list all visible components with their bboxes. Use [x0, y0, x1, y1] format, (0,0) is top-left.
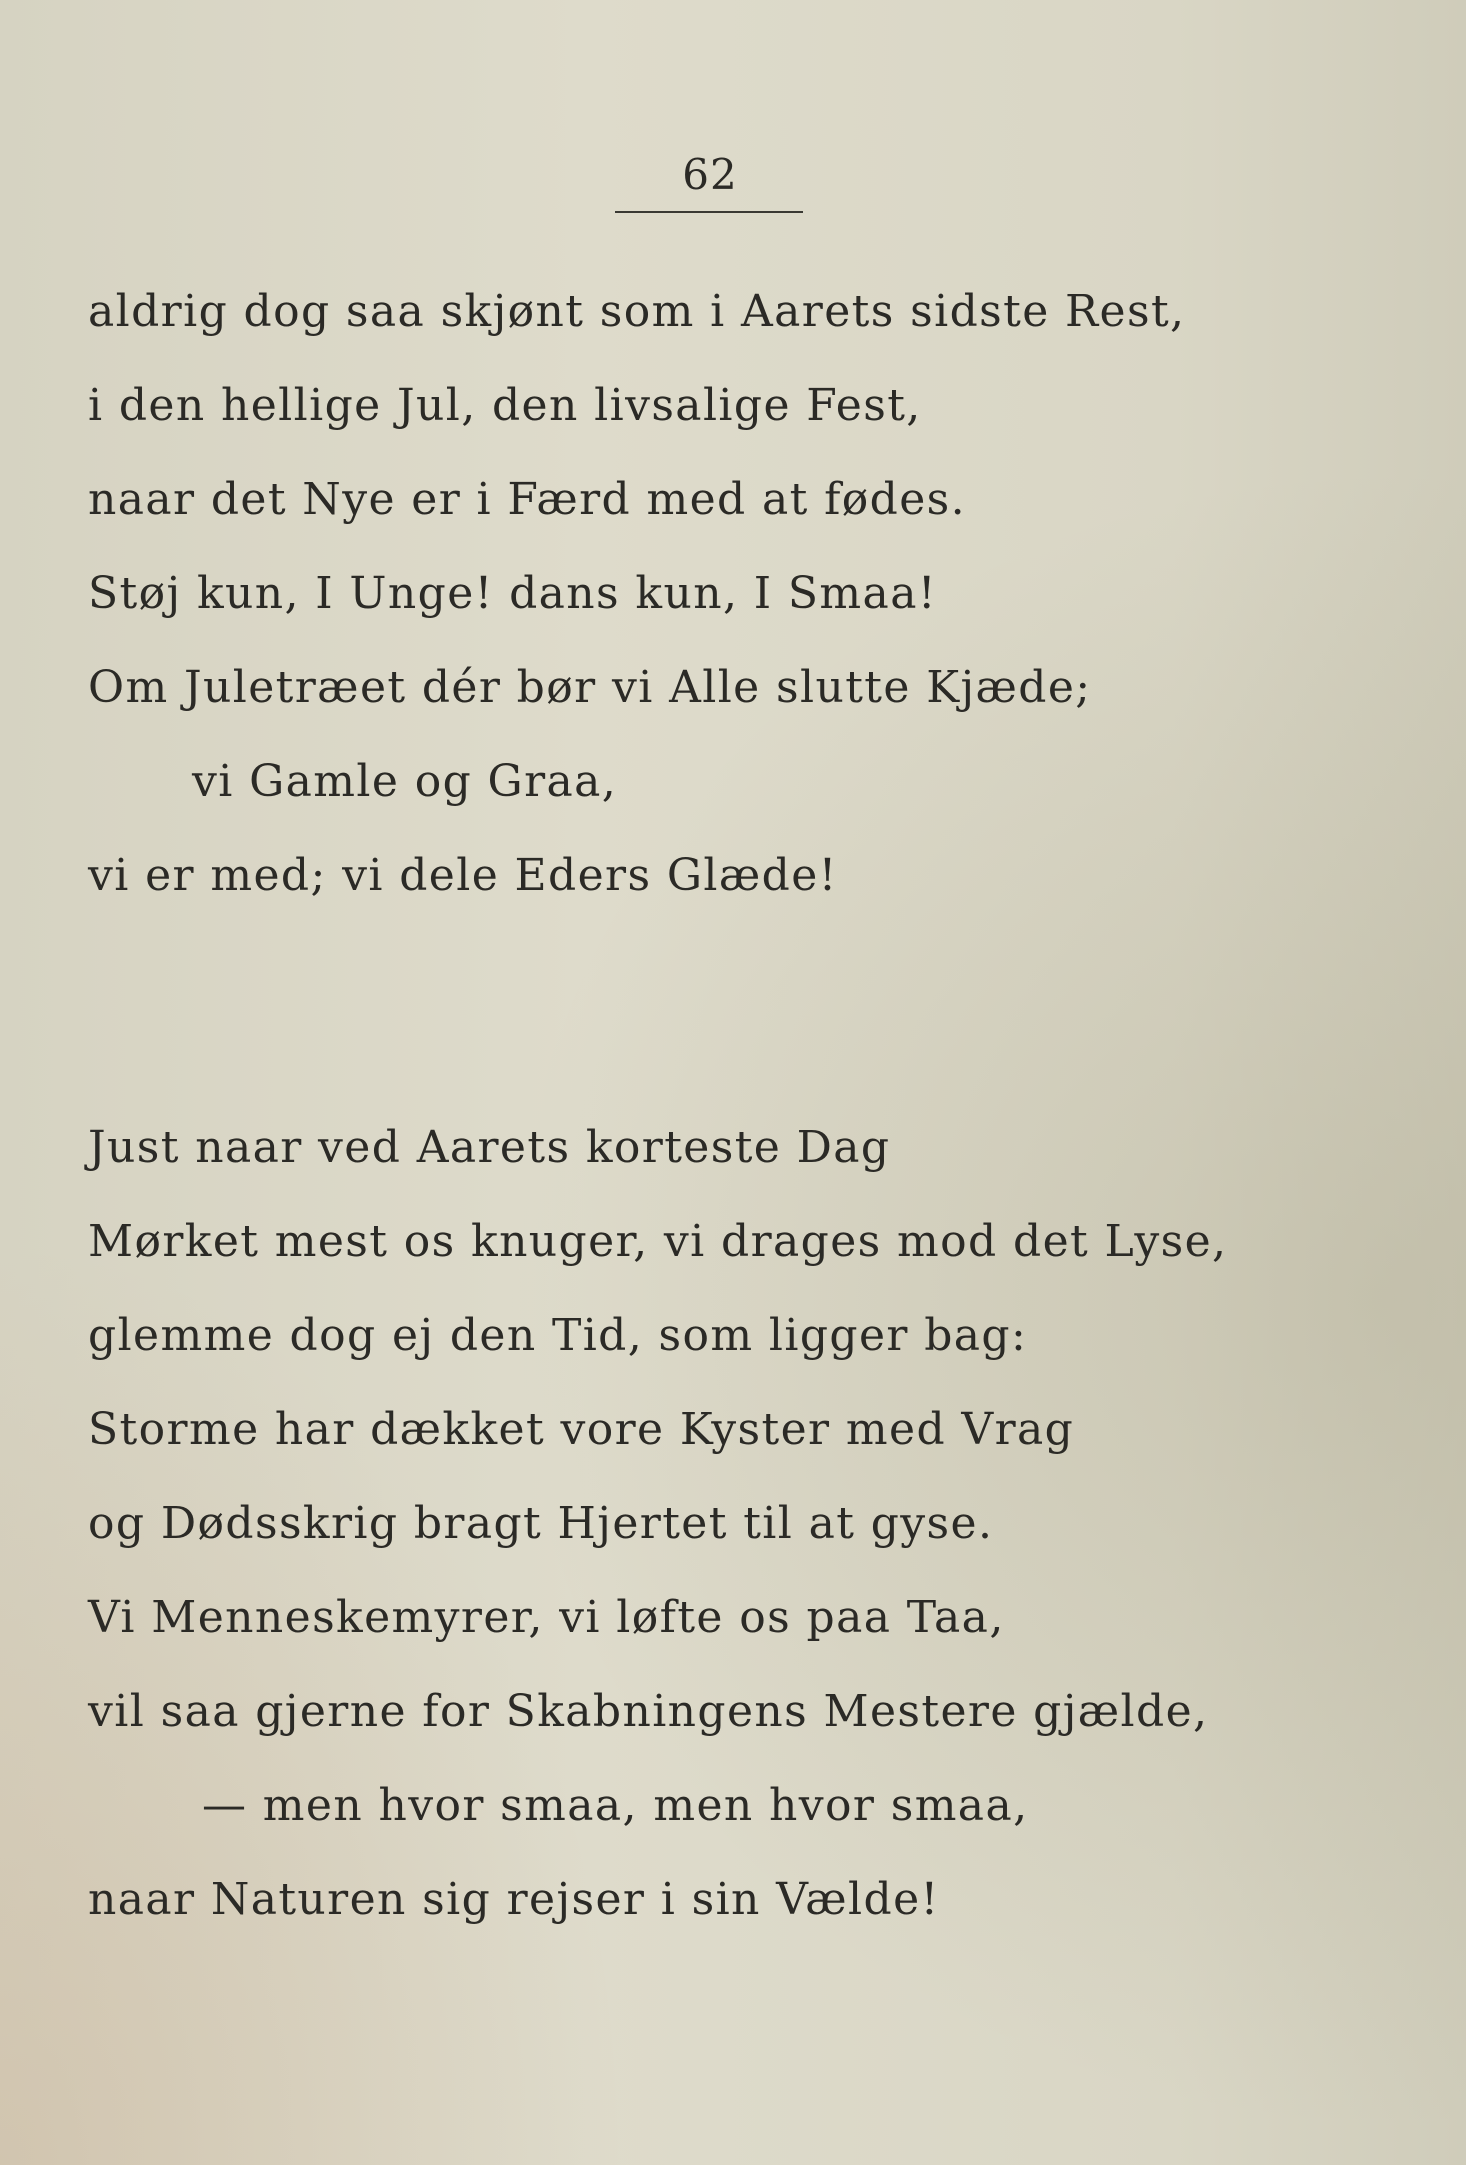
poem-stanza-2 — [88, 1118, 1227, 1964]
poem-stanza-1 — [88, 282, 1185, 940]
page-number-rule — [615, 211, 803, 213]
poem-line: og Dødsskrig bragt Hjertet til at gyse. — [88, 1498, 994, 1549]
poem-line: glemme dog ej den Tid, som ligger bag: — [88, 1310, 1028, 1361]
poem-line: i den hellige Jul, den livsalige Fest, — [88, 380, 922, 431]
poem-line: Mørket mest os knuger, vi drages mod det Lyse, — [88, 1216, 1228, 1267]
page-number: 62 — [682, 150, 738, 199]
poem-line: Støj kun, I Unge! dans kun, I Smaa! — [88, 568, 937, 619]
poem-line-indented: vi Gamle og Graa, — [192, 756, 618, 807]
poem-line: Storme har dækket vore Kyster med Vrag — [88, 1404, 1075, 1455]
poem-line: naar det Nye er i Færd med at fødes. — [88, 474, 967, 525]
poem-line: aldrig dog saa skjønt som i Aarets sidste Rest, — [88, 286, 1186, 337]
poem-line: Om Juletræet dér bør vi Alle slutte Kjæde; — [88, 662, 1092, 713]
poem-line: Just naar ved Aarets korteste Dag — [88, 1122, 891, 1173]
poem-line: vi er med; vi dele Eders Glæde! — [88, 850, 838, 901]
poem-line-indented: — men hvor smaa, men hvor smaa, — [202, 1780, 1029, 1831]
poem-line: naar Naturen sig rejser i sin Vælde! — [88, 1874, 940, 1925]
poem-line: vil saa gjerne for Skabningens Mestere gjælde, — [88, 1686, 1209, 1737]
poem-line: Vi Menneskemyrer, vi løfte os paa Taa, — [88, 1592, 1005, 1643]
